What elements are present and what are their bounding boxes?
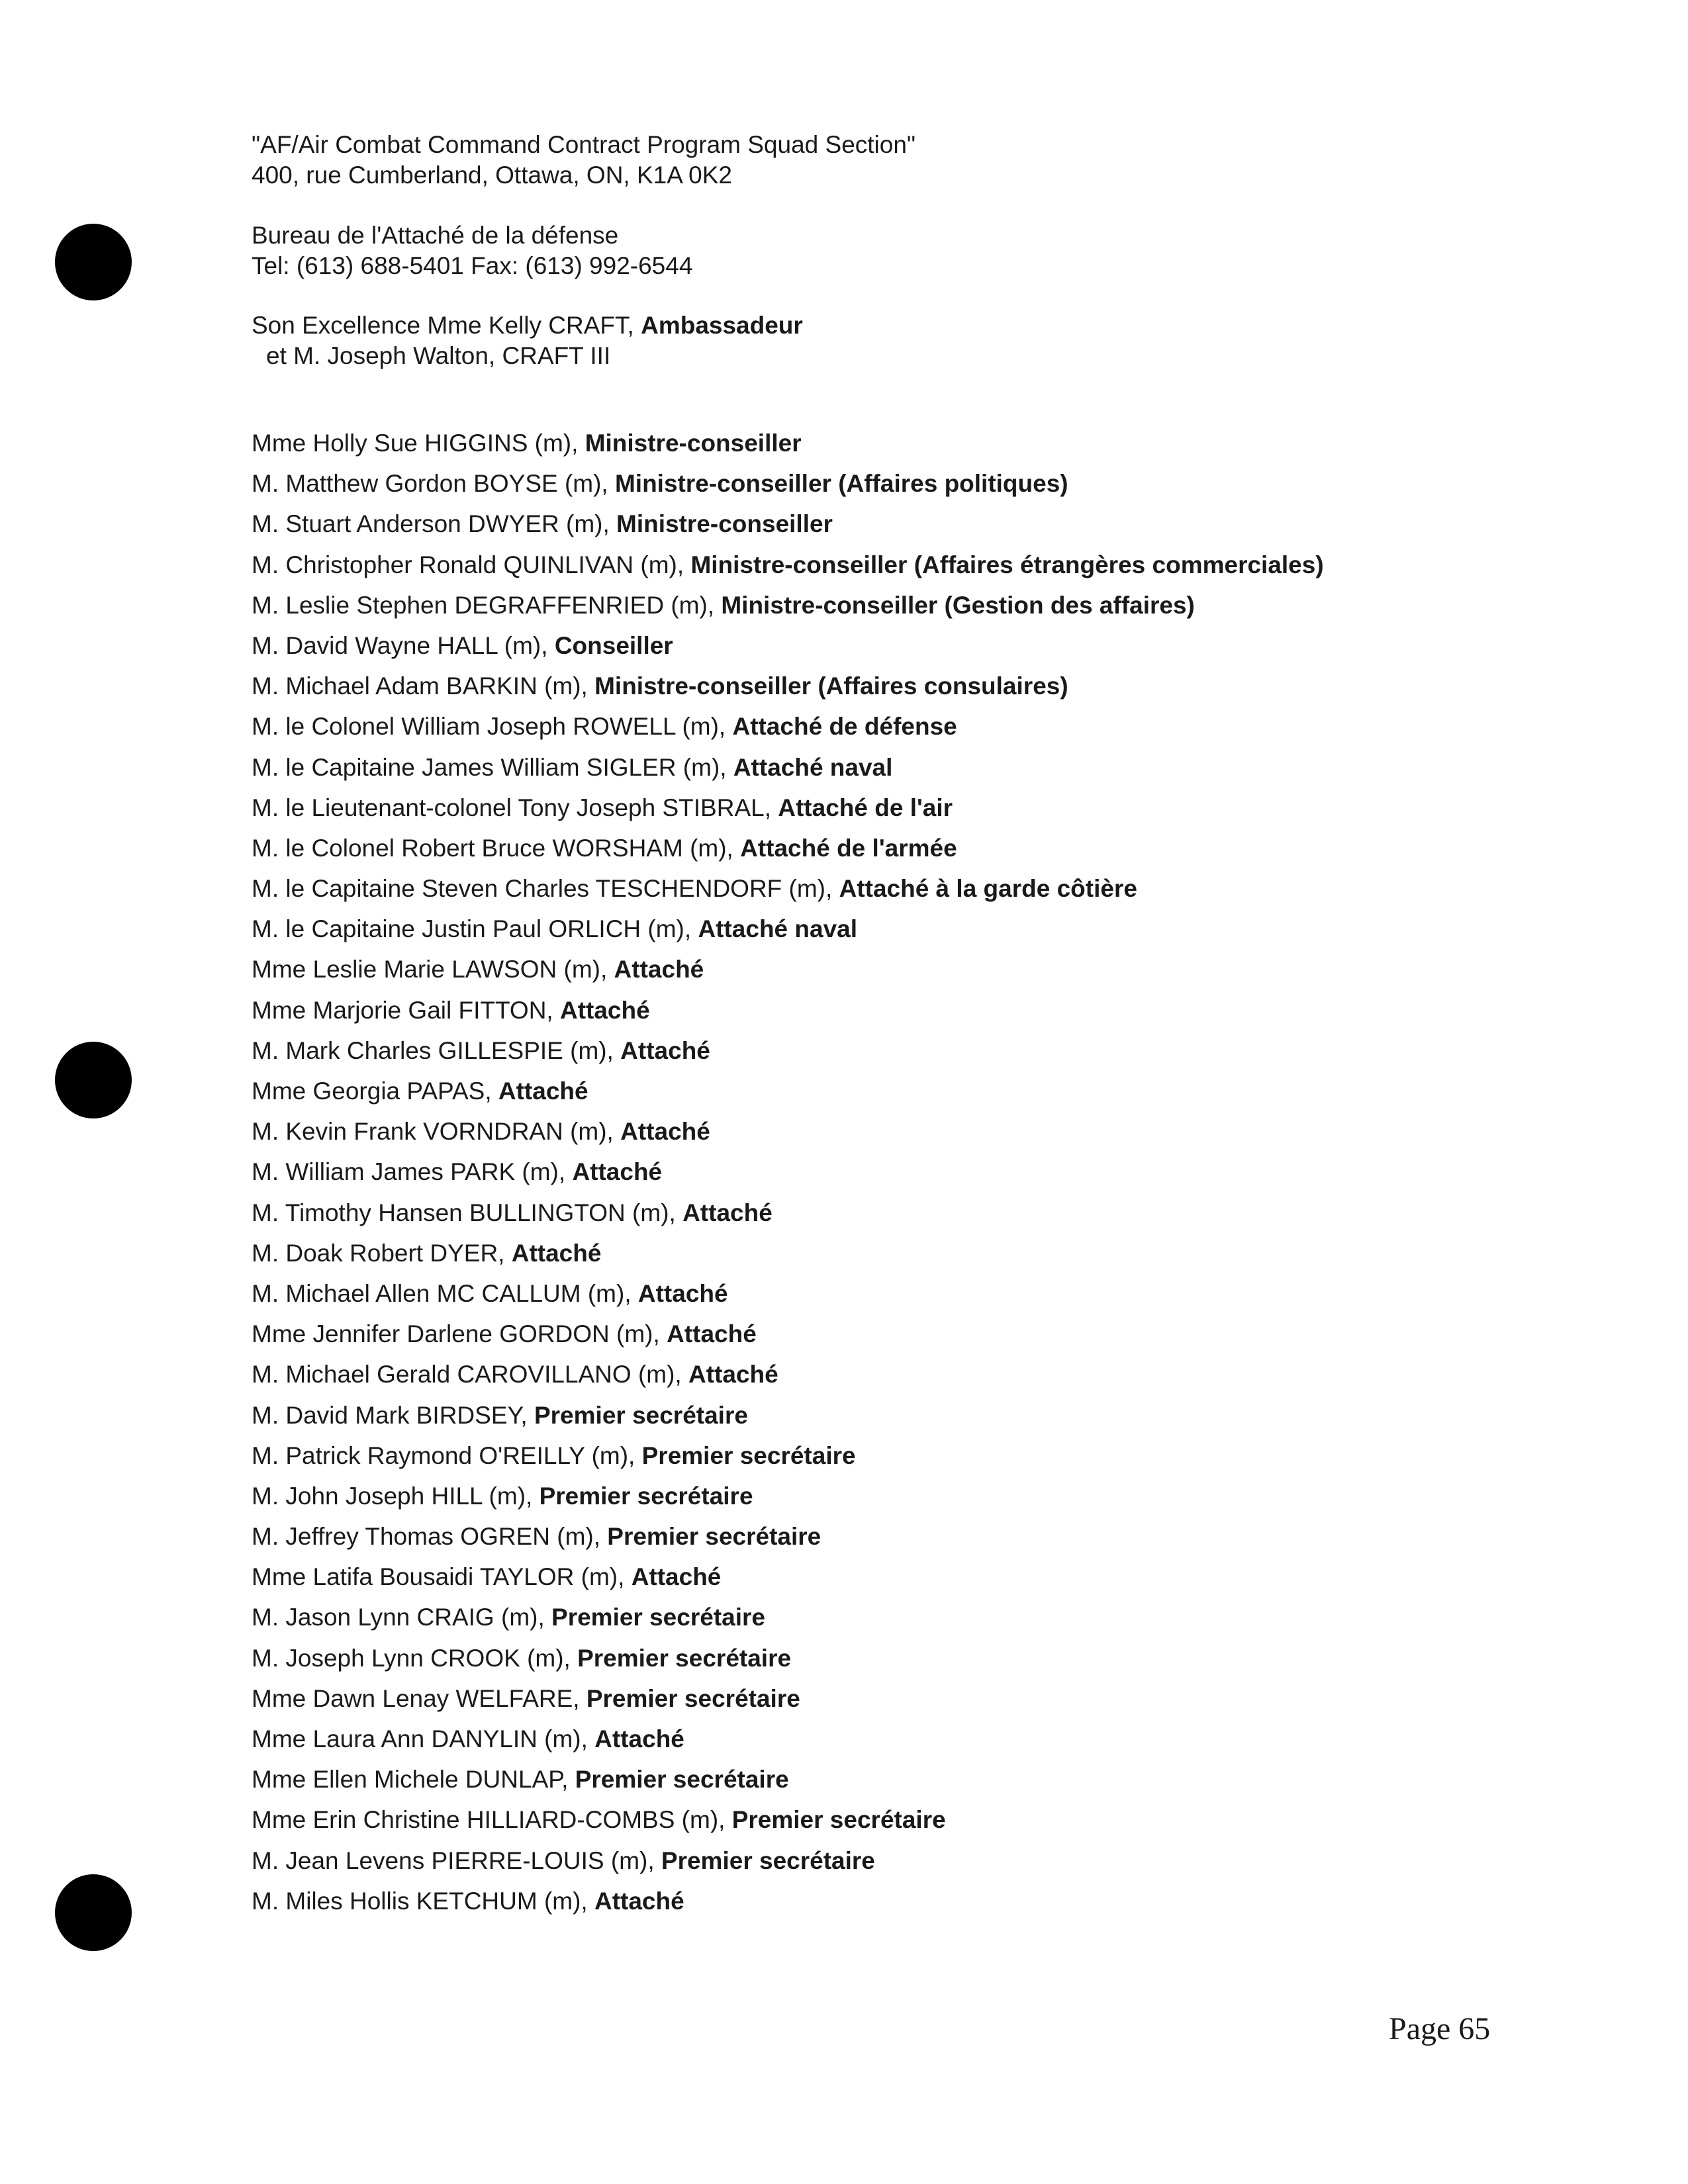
staff-title: Premier secrétaire <box>575 1766 789 1794</box>
staff-title: Attaché à la garde côtière <box>839 875 1137 903</box>
staff-title: Attaché <box>594 1725 684 1752</box>
bureau-name: Bureau de l'Attaché de la défense <box>252 222 619 249</box>
staff-entry <box>252 423 1509 463</box>
staff-entry <box>252 1719 1509 1759</box>
staff-entry <box>252 1881 1509 1921</box>
staff-name: M. le Colonel Robert Bruce WORSHAM (m), <box>252 834 741 862</box>
staff-entry <box>252 1273 1509 1314</box>
staff-name: M. Michael Adam BARKIN (m), <box>252 672 595 700</box>
staff-entry <box>252 706 1509 747</box>
staff-entry <box>252 1516 1509 1557</box>
staff-entry <box>252 1111 1509 1152</box>
staff-entry <box>252 949 1509 989</box>
staff-title: Premier secrétaire <box>641 1441 856 1469</box>
staff-name: M. William James PARK (m), <box>252 1158 573 1186</box>
staff-title: Attaché <box>572 1158 663 1186</box>
staff-entry <box>252 504 1509 544</box>
staff-title: Premier secrétaire <box>539 1482 753 1510</box>
staff-title: Premier secrétaire <box>661 1846 875 1874</box>
staff-name: M. John Joseph HILL (m), <box>252 1482 539 1510</box>
staff-name: M. Joseph Lynn CROOK (m), <box>252 1644 578 1672</box>
staff-name: M. David Wayne HALL (m), <box>252 631 555 659</box>
staff-name: M. Michael Gerald CAROVILLANO (m), <box>252 1361 688 1388</box>
staff-entry <box>252 990 1509 1030</box>
staff-name: M. Doak Robert DYER, <box>252 1239 512 1267</box>
staff-entry <box>252 1841 1509 1881</box>
staff-title: Attaché <box>620 1118 710 1146</box>
ambassador-name: Son Excellence Mme Kelly CRAFT, <box>252 312 641 339</box>
staff-title: Conseiller <box>554 631 673 659</box>
staff-name: Mme Jennifer Darlene GORDON (m), <box>252 1320 667 1348</box>
staff-entry <box>252 1557 1509 1597</box>
staff-title: Attaché <box>682 1199 773 1226</box>
ambassador-line <box>252 310 1509 341</box>
staff-title: Attaché de défense <box>732 713 957 741</box>
staff-entry <box>252 1071 1509 1111</box>
staff-title: Premier secrétaire <box>731 1806 946 1834</box>
staff-title: Attaché <box>559 996 650 1024</box>
staff-name: M. Leslie Stephen DEGRAFFENRIED (m), <box>252 591 722 619</box>
staff-entry <box>252 909 1509 949</box>
staff-entry <box>252 1678 1509 1719</box>
staff-name: Mme Holly Sue HIGGINS (m), <box>252 430 585 457</box>
staff-title: Attaché naval <box>733 753 893 781</box>
staff-entry <box>252 463 1509 504</box>
staff-name: Mme Erin Christine HILLIARD-COMBS (m), <box>252 1806 732 1834</box>
staff-title: Attaché <box>498 1077 588 1105</box>
staff-name: M. Patrick Raymond O'REILLY (m), <box>252 1441 642 1469</box>
staff-title: Premier secrétaire <box>586 1684 800 1712</box>
staff-name: Mme Latifa Bousaidi TAYLOR (m), <box>252 1563 632 1591</box>
staff-entry <box>252 1354 1509 1394</box>
staff-entry <box>252 1193 1509 1233</box>
section-address: 400, rue Cumberland, Ottawa, ON, K1A 0K2 <box>252 161 732 189</box>
staff-title: Attaché <box>637 1279 728 1307</box>
staff-name: M. le Lieutenant-colonel Tony Joseph STIBRAL, <box>252 794 778 821</box>
staff-entry <box>252 1476 1509 1516</box>
punch-hole-middle <box>55 1042 132 1118</box>
staff-entry <box>252 545 1509 585</box>
staff-name: Mme Ellen Michele DUNLAP, <box>252 1766 575 1794</box>
staff-name: M. Christopher Ronald QUINLIVAN (m), <box>252 551 691 578</box>
staff-title: Attaché de l'armée <box>740 834 957 862</box>
staff-title: Attaché <box>594 1887 684 1915</box>
staff-title: Attaché <box>620 1036 710 1064</box>
staff-name: M. Timothy Hansen BULLINGTON (m), <box>252 1199 683 1226</box>
staff-entry <box>252 1435 1509 1476</box>
staff-name: Mme Laura Ann DANYLIN (m), <box>252 1725 595 1752</box>
staff-title: Attaché <box>511 1239 602 1267</box>
staff-name: M. le Capitaine Justin Paul ORLICH (m), <box>252 915 698 943</box>
staff-title: Ministre-conseiller <box>585 430 802 457</box>
staff-entry <box>252 1030 1509 1071</box>
document-body <box>252 130 1509 1921</box>
staff-name: M. Stuart Anderson DWYER (m), <box>252 510 617 538</box>
staff-name: M. David Mark BIRDSEY, <box>252 1401 534 1429</box>
staff-entry <box>252 625 1509 666</box>
staff-title: Attaché naval <box>698 915 858 943</box>
staff-entry <box>252 1597 1509 1637</box>
staff-name: M. le Colonel William Joseph ROWELL (m), <box>252 713 733 741</box>
staff-name: M. Jeffrey Thomas OGREN (m), <box>252 1523 608 1551</box>
staff-title: Ministre-conseiller (Gestion des affaires) <box>721 591 1195 619</box>
staff-name: Mme Leslie Marie LAWSON (m), <box>252 956 614 983</box>
staff-title: Attaché <box>631 1563 722 1591</box>
section-name: "AF/Air Combat Command Contract Program Squad Section" <box>252 131 916 158</box>
staff-name: Mme Georgia PAPAS, <box>252 1077 498 1105</box>
staff-entry <box>252 828 1509 868</box>
staff-entry <box>252 1395 1509 1435</box>
staff-name: M. le Capitaine Steven Charles TESCHENDORF (m), <box>252 875 839 903</box>
staff-name: M. Michael Allen MC CALLUM (m), <box>252 1279 638 1307</box>
staff-entry <box>252 1638 1509 1678</box>
staff-name: M. le Capitaine James William SIGLER (m), <box>252 753 733 781</box>
staff-name: M. Jean Levens PIERRE-LOUIS (m), <box>252 1846 661 1874</box>
staff-list <box>252 423 1509 1921</box>
page-number: Page 65 <box>1389 2011 1491 2046</box>
ambassador-title: Ambassadeur <box>641 312 803 339</box>
staff-entry <box>252 788 1509 828</box>
staff-entry <box>252 666 1509 706</box>
staff-entry <box>252 585 1509 625</box>
staff-entry <box>252 1799 1509 1840</box>
staff-title: Ministre-conseiller <box>616 510 833 538</box>
staff-title: Ministre-conseiller (Affaires consulaires) <box>594 672 1068 700</box>
staff-title: Ministre-conseiller (Affaires étrangères commerciales) <box>690 551 1324 578</box>
staff-name: Mme Dawn Lenay WELFARE, <box>252 1684 586 1712</box>
punch-hole-bottom <box>55 1874 132 1951</box>
staff-entry <box>252 1233 1509 1273</box>
staff-name: Mme Marjorie Gail FITTON, <box>252 996 560 1024</box>
contact-phone: Tel: (613) 688-5401 Fax: (613) 992-6544 <box>252 252 693 279</box>
staff-name: M. Matthew Gordon BOYSE (m), <box>252 470 615 498</box>
staff-name: M. Kevin Frank VORNDRAN (m), <box>252 1118 621 1146</box>
ambassador-spouse: et M. Joseph Walton, CRAFT III <box>266 342 611 369</box>
staff-title: Premier secrétaire <box>607 1523 821 1551</box>
staff-title: Attaché de l'air <box>778 794 953 821</box>
punch-hole-top <box>55 224 132 300</box>
staff-title: Attaché <box>688 1361 778 1388</box>
staff-title: Premier secrétaire <box>551 1604 765 1631</box>
staff-entry <box>252 868 1509 909</box>
staff-entry <box>252 747 1509 788</box>
staff-title: Attaché <box>667 1320 757 1348</box>
staff-title: Premier secrétaire <box>577 1644 792 1672</box>
staff-name: M. Jason Lynn CRAIG (m), <box>252 1604 552 1631</box>
staff-name: M. Mark Charles GILLESPIE (m), <box>252 1036 621 1064</box>
staff-entry <box>252 1314 1509 1354</box>
staff-name: M. Miles Hollis KETCHUM (m), <box>252 1887 594 1915</box>
staff-title: Premier secrétaire <box>534 1401 748 1429</box>
staff-entry <box>252 1152 1509 1192</box>
staff-entry <box>252 1759 1509 1799</box>
staff-title: Ministre-conseiller (Affaires politiques) <box>614 470 1068 498</box>
staff-title: Attaché <box>614 956 704 983</box>
